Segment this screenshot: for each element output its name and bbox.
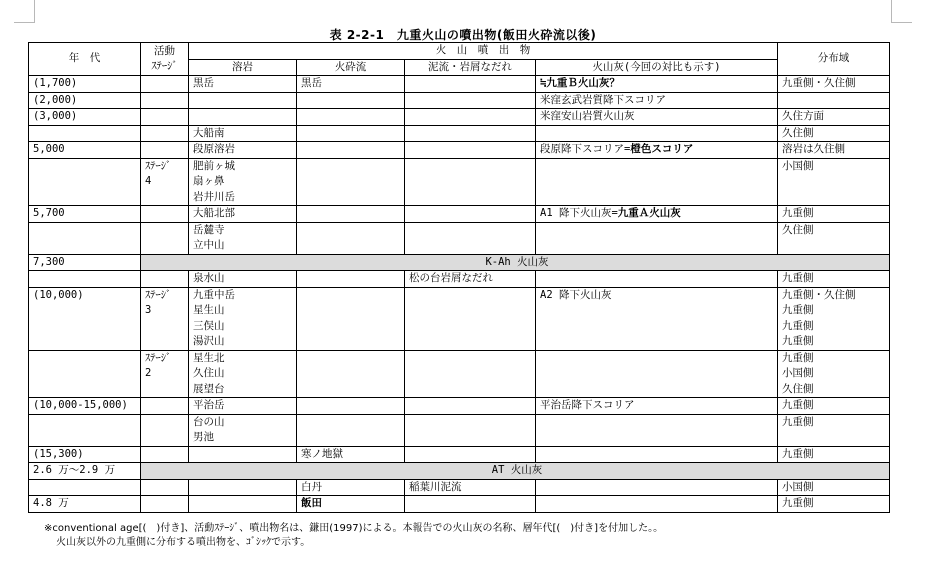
mudflow-cell — [405, 76, 536, 93]
lava-cell-text: 立中山 — [193, 239, 225, 251]
header-distribution: 分布域 — [778, 43, 890, 76]
pyroclastic-flow-cell — [297, 92, 405, 109]
header-stage-line1: 活動 — [154, 44, 175, 57]
era-cell-text: 5,700 — [33, 207, 65, 219]
distribution-cell-text: 九重側 — [782, 304, 814, 316]
stage-cell — [141, 158, 189, 206]
stage-cell-text: ｽﾃｰｼﾞ — [145, 288, 172, 301]
table-row — [29, 254, 890, 271]
distribution-cell-text: 久住側 — [782, 223, 814, 236]
stage-cell — [141, 287, 189, 350]
marker-ash-band: AT 火山灰 — [141, 463, 890, 480]
header-mudflow: 泥流・岩屑なだれ — [405, 59, 536, 76]
mudflow-cell-text: 松の台岩屑なだれ — [409, 272, 493, 284]
volcanic-ash-cell — [536, 76, 778, 93]
pyroclastic-flow-cell-text: 飯田 — [301, 497, 322, 509]
mudflow-cell — [405, 125, 536, 142]
stage-cell-text: ｽﾃｰｼﾞ — [145, 159, 172, 172]
mudflow-cell — [405, 350, 536, 398]
distribution-cell — [778, 287, 890, 350]
lava-cell — [189, 496, 297, 513]
pyroclastic-flow-cell-text: 白丹 — [301, 480, 322, 493]
lava-cell — [189, 109, 297, 126]
era-cell — [29, 414, 141, 446]
distribution-cell-text: 九重側 — [782, 335, 814, 347]
lava-cell — [189, 158, 297, 206]
era-cell — [29, 271, 141, 288]
era-cell — [29, 158, 141, 206]
lava-cell — [189, 446, 297, 463]
era-cell-text: (10,000-15,000) — [33, 399, 128, 411]
header-ejecta: 火 山 噴 出 物 — [189, 43, 778, 60]
mudflow-cell — [405, 446, 536, 463]
era-cell — [29, 287, 141, 350]
era-cell — [29, 142, 141, 159]
volcanic-ash-text: A1 降下火山灰= — [540, 207, 618, 219]
volcanic-ash-cell — [536, 479, 778, 496]
header-volcanic-ash: 火山灰(今回の対比も示す) — [536, 59, 778, 76]
mudflow-cell — [405, 158, 536, 206]
volcanic-ash-cell — [536, 158, 778, 206]
lava-cell-text: 九重中岳 — [193, 288, 235, 301]
lava-cell-text: 平治岳 — [193, 399, 225, 411]
lava-cell-text: 湯沢山 — [193, 335, 225, 347]
era-cell — [29, 496, 141, 513]
era-cell-text: (2,000) — [33, 93, 78, 106]
distribution-cell-text: 九重側 — [782, 399, 814, 411]
volcanic-ash-bold-text: 橙色スコリア — [630, 143, 694, 155]
distribution-cell-text: 九重側 — [782, 319, 814, 332]
mudflow-cell — [405, 92, 536, 109]
pyroclastic-flow-cell — [297, 222, 405, 254]
lava-cell-text: 久住山 — [193, 367, 225, 379]
pyroclastic-flow-cell — [297, 350, 405, 398]
header-stage-line2: ｽﾃｰｼﾞ — [151, 60, 178, 72]
distribution-cell-text: 九重側 — [782, 497, 814, 509]
era-cell — [29, 76, 141, 93]
distribution-cell-text: 九重側 — [782, 272, 814, 284]
mudflow-cell — [405, 414, 536, 446]
volcanic-ash-cell-text: 米窪安山岩質火山灰 — [540, 110, 635, 122]
era-cell-text: 7,300 — [33, 255, 65, 268]
volcanic-ash-cell — [536, 446, 778, 463]
pyroclastic-flow-cell-text: 黒岳 — [301, 77, 322, 89]
mudflow-cell — [405, 271, 536, 288]
volcanic-ash-cell — [536, 142, 778, 159]
table-row — [29, 271, 890, 288]
stage-cell — [141, 479, 189, 496]
pyroclastic-flow-cell — [297, 125, 405, 142]
era-cell — [29, 206, 141, 223]
table-row — [29, 479, 890, 496]
era-cell — [29, 463, 141, 480]
volcanic-ash-cell — [536, 109, 778, 126]
stage-cell — [141, 222, 189, 254]
footnote-1: ※conventional age[( )付き]、活動ｽﾃｰｼﾞ、噴出物名は、鎌田(1997)による。本報告での火山灰の名称、層年代[( )付き]を付加した。。 — [44, 523, 664, 534]
volcanic-ash-cell — [536, 206, 778, 223]
stage-cell-text: 3 — [145, 304, 152, 316]
volcanic-ash-cell-text: ≒九重Ｂ火山灰？ — [540, 77, 620, 89]
table-title: 表 2-2-1 九重火山の噴出物(飯田火砕流以後) — [329, 28, 597, 42]
volcanic-ash-cell — [536, 398, 778, 415]
table-row — [29, 446, 890, 463]
volcanic-ash-cell — [536, 414, 778, 446]
pyroclastic-flow-cell — [297, 496, 405, 513]
era-cell — [29, 350, 141, 398]
era-cell — [29, 109, 141, 126]
lava-cell-text: 岩井川岳 — [193, 190, 235, 203]
volcanic-ash-cell — [536, 125, 778, 142]
volcanic-ash-bold-text: 九重Ａ火山灰 — [617, 207, 681, 219]
distribution-cell-text: 小国側 — [782, 480, 814, 493]
stage-cell — [141, 142, 189, 159]
volcanic-ash-cell — [536, 222, 778, 254]
distribution-cell-text: 九重側 — [782, 415, 814, 428]
distribution-cell — [778, 109, 890, 126]
lava-cell-text: 星生北 — [193, 351, 225, 364]
era-cell — [29, 125, 141, 142]
pyroclastic-flow-cell — [297, 206, 405, 223]
pyroclastic-flow-cell — [297, 109, 405, 126]
lava-cell — [189, 125, 297, 142]
stage-cell — [141, 398, 189, 415]
table-row — [29, 92, 890, 109]
lava-cell-text: 男池 — [193, 431, 214, 443]
stage-cell — [141, 92, 189, 109]
mudflow-cell — [405, 479, 536, 496]
era-cell — [29, 479, 141, 496]
pyroclastic-flow-cell — [297, 398, 405, 415]
era-cell-text: (3,000) — [33, 110, 78, 122]
lava-cell-text: 台の山 — [193, 415, 225, 428]
distribution-cell — [778, 496, 890, 513]
era-cell — [29, 254, 141, 271]
lava-cell — [189, 142, 297, 159]
pyroclastic-flow-cell-text: 寒ノ地獄 — [301, 447, 343, 460]
footnote-2: 火山灰以外の九重側に分布する噴出物を、ｺﾞｼｯｸで示す。 — [56, 537, 311, 548]
stage-cell-text: 2 — [145, 367, 152, 379]
distribution-cell — [778, 271, 890, 288]
distribution-cell — [778, 222, 890, 254]
stage-cell — [141, 109, 189, 126]
ejecta-table — [28, 42, 890, 513]
mudflow-cell — [405, 222, 536, 254]
table-row — [29, 398, 890, 415]
lava-cell-text: 展望台 — [193, 382, 225, 395]
era-cell — [29, 92, 141, 109]
era-cell — [29, 222, 141, 254]
lava-cell-text: 段原溶岩 — [193, 143, 235, 155]
era-cell — [29, 398, 141, 415]
lava-cell-text: 肥前ヶ城 — [193, 159, 235, 172]
lava-cell — [189, 206, 297, 223]
table-row — [29, 496, 890, 513]
era-cell-text: (10,000) — [33, 288, 84, 301]
table-row — [29, 222, 890, 254]
era-cell-text: 2.6 万～2.9 万 — [33, 464, 116, 476]
lava-cell-text: 大船南 — [193, 126, 225, 139]
distribution-cell — [778, 158, 890, 206]
header-lava: 溶岩 — [189, 59, 297, 76]
lava-cell — [189, 287, 297, 350]
mudflow-cell — [405, 496, 536, 513]
table-row — [29, 287, 890, 350]
volcanic-ash-cell — [536, 350, 778, 398]
stage-cell — [141, 125, 189, 142]
distribution-cell-text: 久住方面 — [782, 110, 824, 122]
era-cell-text: 4.8 万 — [33, 497, 69, 509]
stage-cell-text: ｽﾃｰｼﾞ — [145, 351, 172, 364]
header-stage — [141, 43, 189, 76]
mudflow-cell — [405, 287, 536, 350]
table-row — [29, 142, 890, 159]
stage-cell — [141, 206, 189, 223]
distribution-cell-text: 九重側 — [782, 447, 814, 460]
lava-cell — [189, 76, 297, 93]
stage-cell — [141, 271, 189, 288]
distribution-cell-text: 久住側 — [782, 382, 814, 395]
lava-cell — [189, 222, 297, 254]
lava-cell-text: 黒岳 — [193, 77, 214, 89]
stage-cell — [141, 350, 189, 398]
table-row — [29, 414, 890, 446]
era-cell-text: 5,000 — [33, 143, 65, 155]
lava-cell-text: 星生山 — [193, 304, 225, 316]
distribution-cell — [778, 446, 890, 463]
table-row — [29, 206, 890, 223]
lava-cell — [189, 271, 297, 288]
page-corner-mark-left — [14, 0, 35, 23]
page-corner-mark-right — [891, 0, 912, 23]
volcanic-ash-cell-text: A2 降下火山灰 — [540, 288, 612, 301]
distribution-cell — [778, 414, 890, 446]
pyroclastic-flow-cell — [297, 158, 405, 206]
table-row — [29, 350, 890, 398]
distribution-cell-text: 九重側・久住側 — [782, 77, 856, 89]
distribution-cell — [778, 142, 890, 159]
table-row — [29, 109, 890, 126]
table-row — [29, 158, 890, 206]
distribution-cell — [778, 398, 890, 415]
distribution-cell-text: 九重側 — [782, 351, 814, 364]
distribution-cell — [778, 206, 890, 223]
era-cell — [29, 446, 141, 463]
pyroclastic-flow-cell — [297, 287, 405, 350]
volcanic-ash-cell — [536, 496, 778, 513]
lava-cell-text: 扇ヶ鼻 — [193, 175, 225, 187]
volcanic-ash-cell-text: 米窪玄武岩質降下スコリア — [540, 93, 666, 106]
distribution-cell — [778, 76, 890, 93]
mudflow-cell — [405, 398, 536, 415]
table-row — [29, 463, 890, 480]
pyroclastic-flow-cell — [297, 414, 405, 446]
stage-cell — [141, 76, 189, 93]
distribution-cell — [778, 479, 890, 496]
lava-cell-text: 泉水山 — [193, 272, 225, 284]
lava-cell-text: 岳麓寺 — [193, 223, 225, 236]
mudflow-cell-text: 稲葉川泥流 — [409, 480, 462, 493]
table-row — [29, 76, 890, 93]
lava-cell — [189, 398, 297, 415]
distribution-cell-text: 小国側 — [782, 367, 814, 379]
pyroclastic-flow-cell — [297, 271, 405, 288]
volcanic-ash-cell-text: 平治岳降下スコリア — [540, 399, 635, 411]
lava-cell — [189, 479, 297, 496]
lava-cell-text: 三俣山 — [193, 319, 225, 332]
mudflow-cell — [405, 142, 536, 159]
mudflow-cell — [405, 206, 536, 223]
volcanic-ash-cell — [536, 287, 778, 350]
stage-cell-text: 4 — [145, 175, 152, 187]
pyroclastic-flow-cell — [297, 446, 405, 463]
lava-cell — [189, 92, 297, 109]
stage-cell — [141, 496, 189, 513]
volcanic-ash-text: 段原降下スコリア= — [540, 143, 631, 155]
distribution-cell-text: 九重側 — [782, 207, 814, 219]
era-cell-text: (15,300) — [33, 447, 84, 460]
distribution-cell-text: 溶岩は久住側 — [782, 143, 845, 155]
stage-cell — [141, 414, 189, 446]
pyroclastic-flow-cell — [297, 479, 405, 496]
table-body — [29, 76, 890, 513]
header-pyroclastic-flow: 火砕流 — [297, 59, 405, 76]
distribution-cell — [778, 125, 890, 142]
lava-cell — [189, 414, 297, 446]
marker-ash-band: K-Ah 火山灰 — [141, 254, 890, 271]
distribution-cell — [778, 92, 890, 109]
header-era: 年 代 — [29, 43, 141, 76]
pyroclastic-flow-cell — [297, 76, 405, 93]
distribution-cell-text: 九重側・久住側 — [782, 288, 856, 301]
distribution-cell-text: 小国側 — [782, 159, 814, 172]
mudflow-cell — [405, 109, 536, 126]
stage-cell — [141, 446, 189, 463]
table-row — [29, 125, 890, 142]
distribution-cell-text: 久住側 — [782, 126, 814, 139]
lava-cell — [189, 350, 297, 398]
era-cell-text: (1,700) — [33, 77, 78, 89]
distribution-cell — [778, 350, 890, 398]
lava-cell-text: 大船北部 — [193, 207, 235, 219]
pyroclastic-flow-cell — [297, 142, 405, 159]
volcanic-ash-cell — [536, 92, 778, 109]
volcanic-ash-cell — [536, 271, 778, 288]
